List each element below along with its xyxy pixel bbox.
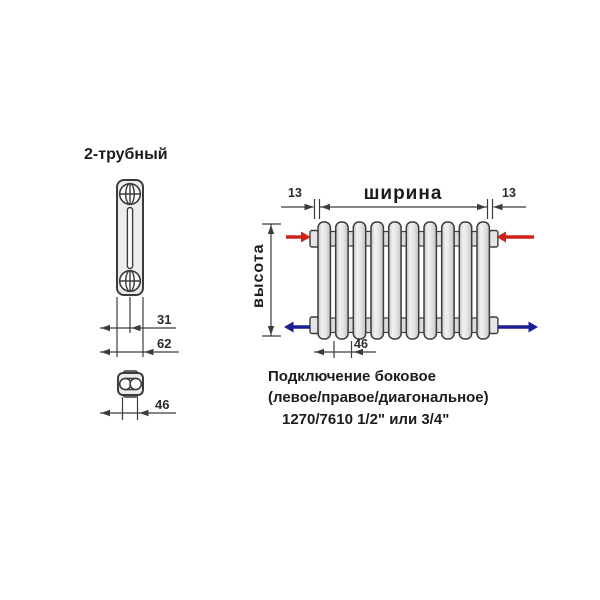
connection-stub	[489, 231, 498, 248]
side-view	[100, 180, 179, 357]
caption-line-2: (левое/правое/диагональное)	[268, 389, 489, 406]
radiator-column	[371, 222, 383, 339]
offset-label-left: 13	[288, 186, 302, 200]
radiator-column	[424, 222, 436, 339]
connection-stub	[310, 317, 319, 334]
section-slot	[127, 208, 132, 269]
radiator-column	[442, 222, 454, 339]
pipe-fitting-top-icon	[120, 184, 141, 205]
return-arrow-left-icon	[284, 322, 310, 333]
radiator-column	[318, 222, 330, 339]
height-axis-label: высота	[250, 243, 267, 308]
offset-label-right: 13	[502, 186, 516, 200]
radiator-column	[406, 222, 418, 339]
dim-label-31: 31	[157, 312, 172, 327]
supply-arrow-left-icon	[286, 232, 311, 243]
connection-stub	[489, 317, 498, 334]
radiator-column	[477, 222, 489, 339]
radiator-column	[353, 222, 365, 339]
radiator-column	[336, 222, 348, 339]
pitch-label-46: 46	[354, 337, 368, 351]
width-axis-label: ширина	[363, 183, 443, 204]
dim-label-46-side: 46	[155, 397, 170, 412]
caption-line-1: Подключение боковое	[268, 368, 436, 385]
radiator-column	[389, 222, 401, 339]
pipe-fitting-bottom-icon	[120, 271, 141, 292]
side-view-title: 2-трубный	[84, 146, 168, 163]
supply-arrow-right-icon	[497, 232, 535, 243]
top-manifold	[330, 232, 478, 247]
section-cross-section	[100, 371, 176, 420]
front-view	[262, 199, 538, 358]
return-arrow-right-icon	[498, 322, 538, 333]
caption-line-3: 1270/7610 1/2" или 3/4"	[282, 411, 450, 428]
dim-label-62: 62	[157, 336, 172, 351]
tube-circle	[130, 378, 141, 389]
tube-circle	[120, 378, 131, 389]
bottom-manifold	[330, 318, 478, 333]
connection-stub	[310, 231, 319, 248]
radiator-column	[459, 222, 471, 339]
